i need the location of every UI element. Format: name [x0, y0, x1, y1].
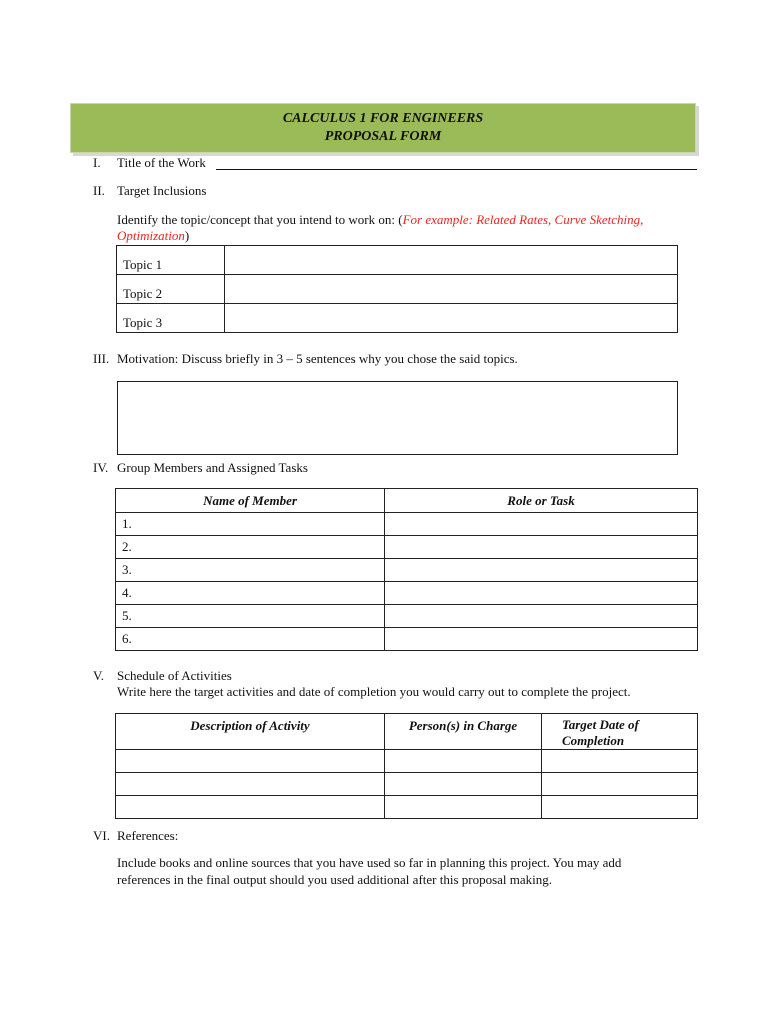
member-name-cell[interactable]: 2. [116, 536, 385, 559]
table-row [117, 246, 678, 275]
members-table [115, 488, 698, 651]
table-row [116, 773, 698, 796]
column-header: Person(s) in Charge [385, 714, 542, 750]
person-cell[interactable] [385, 773, 542, 796]
date-cell[interactable] [542, 796, 698, 819]
example-text-cont: Optimization [117, 228, 185, 243]
topic-2-field[interactable] [225, 275, 678, 304]
table-row [116, 750, 698, 773]
person-cell[interactable] [385, 750, 542, 773]
activity-cell[interactable] [116, 796, 385, 819]
section-6-label: References: [117, 828, 179, 843]
table-row [116, 582, 698, 605]
member-role-cell[interactable] [385, 628, 698, 651]
references-text-line-2: references in the final output should you used additional after this proposal making. [117, 872, 553, 887]
column-header: Name of Member [116, 489, 385, 513]
topic-label: Topic 3 [117, 304, 225, 333]
header-line: Completion [562, 733, 625, 748]
topic-1-field[interactable] [225, 246, 678, 275]
member-name-cell[interactable]: 3. [116, 559, 385, 582]
table-row [116, 536, 698, 559]
activity-cell[interactable] [116, 750, 385, 773]
column-header: Description of Activity [116, 714, 385, 750]
table-header-row [116, 489, 698, 513]
member-role-cell[interactable] [385, 582, 698, 605]
date-cell[interactable] [542, 750, 698, 773]
table-row [116, 628, 698, 651]
section-3-number: III. [93, 351, 110, 366]
member-name-cell[interactable]: 4. [116, 582, 385, 605]
section-4-label: Group Members and Assigned Tasks [117, 460, 308, 475]
activity-cell[interactable] [116, 773, 385, 796]
table-row [117, 275, 678, 304]
topics-table [116, 245, 678, 333]
section-5-number: V. [93, 668, 104, 683]
section-4-number: IV. [93, 460, 109, 475]
member-role-cell[interactable] [385, 536, 698, 559]
member-name-cell[interactable]: 6. [116, 628, 385, 651]
table-row [116, 513, 698, 536]
section-6-number: VI. [93, 828, 110, 843]
title-of-work-field[interactable] [216, 169, 697, 170]
table-row [117, 304, 678, 333]
column-header: Role or Task [385, 489, 698, 513]
section-2-label: Target Inclusions [117, 183, 207, 198]
table-header-row [116, 714, 698, 750]
section-2-instruction [117, 212, 643, 228]
instruction-close: ) [184, 228, 190, 243]
member-name-cell[interactable]: 5. [116, 605, 385, 628]
header-line: Target Date of [562, 717, 639, 732]
references-text-line-1: Include books and online sources that you have used so far in planning this project. You may add [117, 855, 622, 870]
course-title: CALCULUS 1 FOR ENGINEERS [282, 111, 484, 126]
topic-label: Topic 1 [117, 246, 225, 275]
section-5-label: Schedule of Activities [117, 668, 232, 683]
table-row [116, 559, 698, 582]
form-title-banner [70, 103, 696, 153]
topic-3-field[interactable] [225, 304, 678, 333]
topic-label: Topic 2 [117, 275, 225, 304]
date-cell[interactable] [542, 773, 698, 796]
schedule-table [115, 713, 698, 819]
member-name-cell[interactable]: 1. [116, 513, 385, 536]
section-1-number: I. [93, 155, 101, 170]
member-role-cell[interactable] [385, 559, 698, 582]
person-cell[interactable] [385, 796, 542, 819]
instruction-text: Identify the topic/concept that you intend to work on: ( [117, 212, 403, 227]
member-role-cell[interactable] [385, 605, 698, 628]
section-2-instruction-cont [117, 228, 189, 244]
member-role-cell[interactable] [385, 513, 698, 536]
section-5-instruction: Write here the target activities and date of completion you would carry out to complete the project. [117, 684, 631, 699]
section-1-label: Title of the Work [117, 155, 206, 170]
section-2-number: II. [93, 183, 105, 198]
example-text: For example: Related Rates, Curve Sketching, [402, 212, 644, 227]
section-3-label: Motivation: Discuss briefly in 3 – 5 sentences why you chose the said topics. [117, 351, 518, 366]
motivation-field[interactable] [117, 381, 678, 455]
column-header [542, 714, 698, 750]
table-row [116, 605, 698, 628]
form-title: PROPOSAL FORM [324, 129, 442, 144]
table-row [116, 796, 698, 819]
